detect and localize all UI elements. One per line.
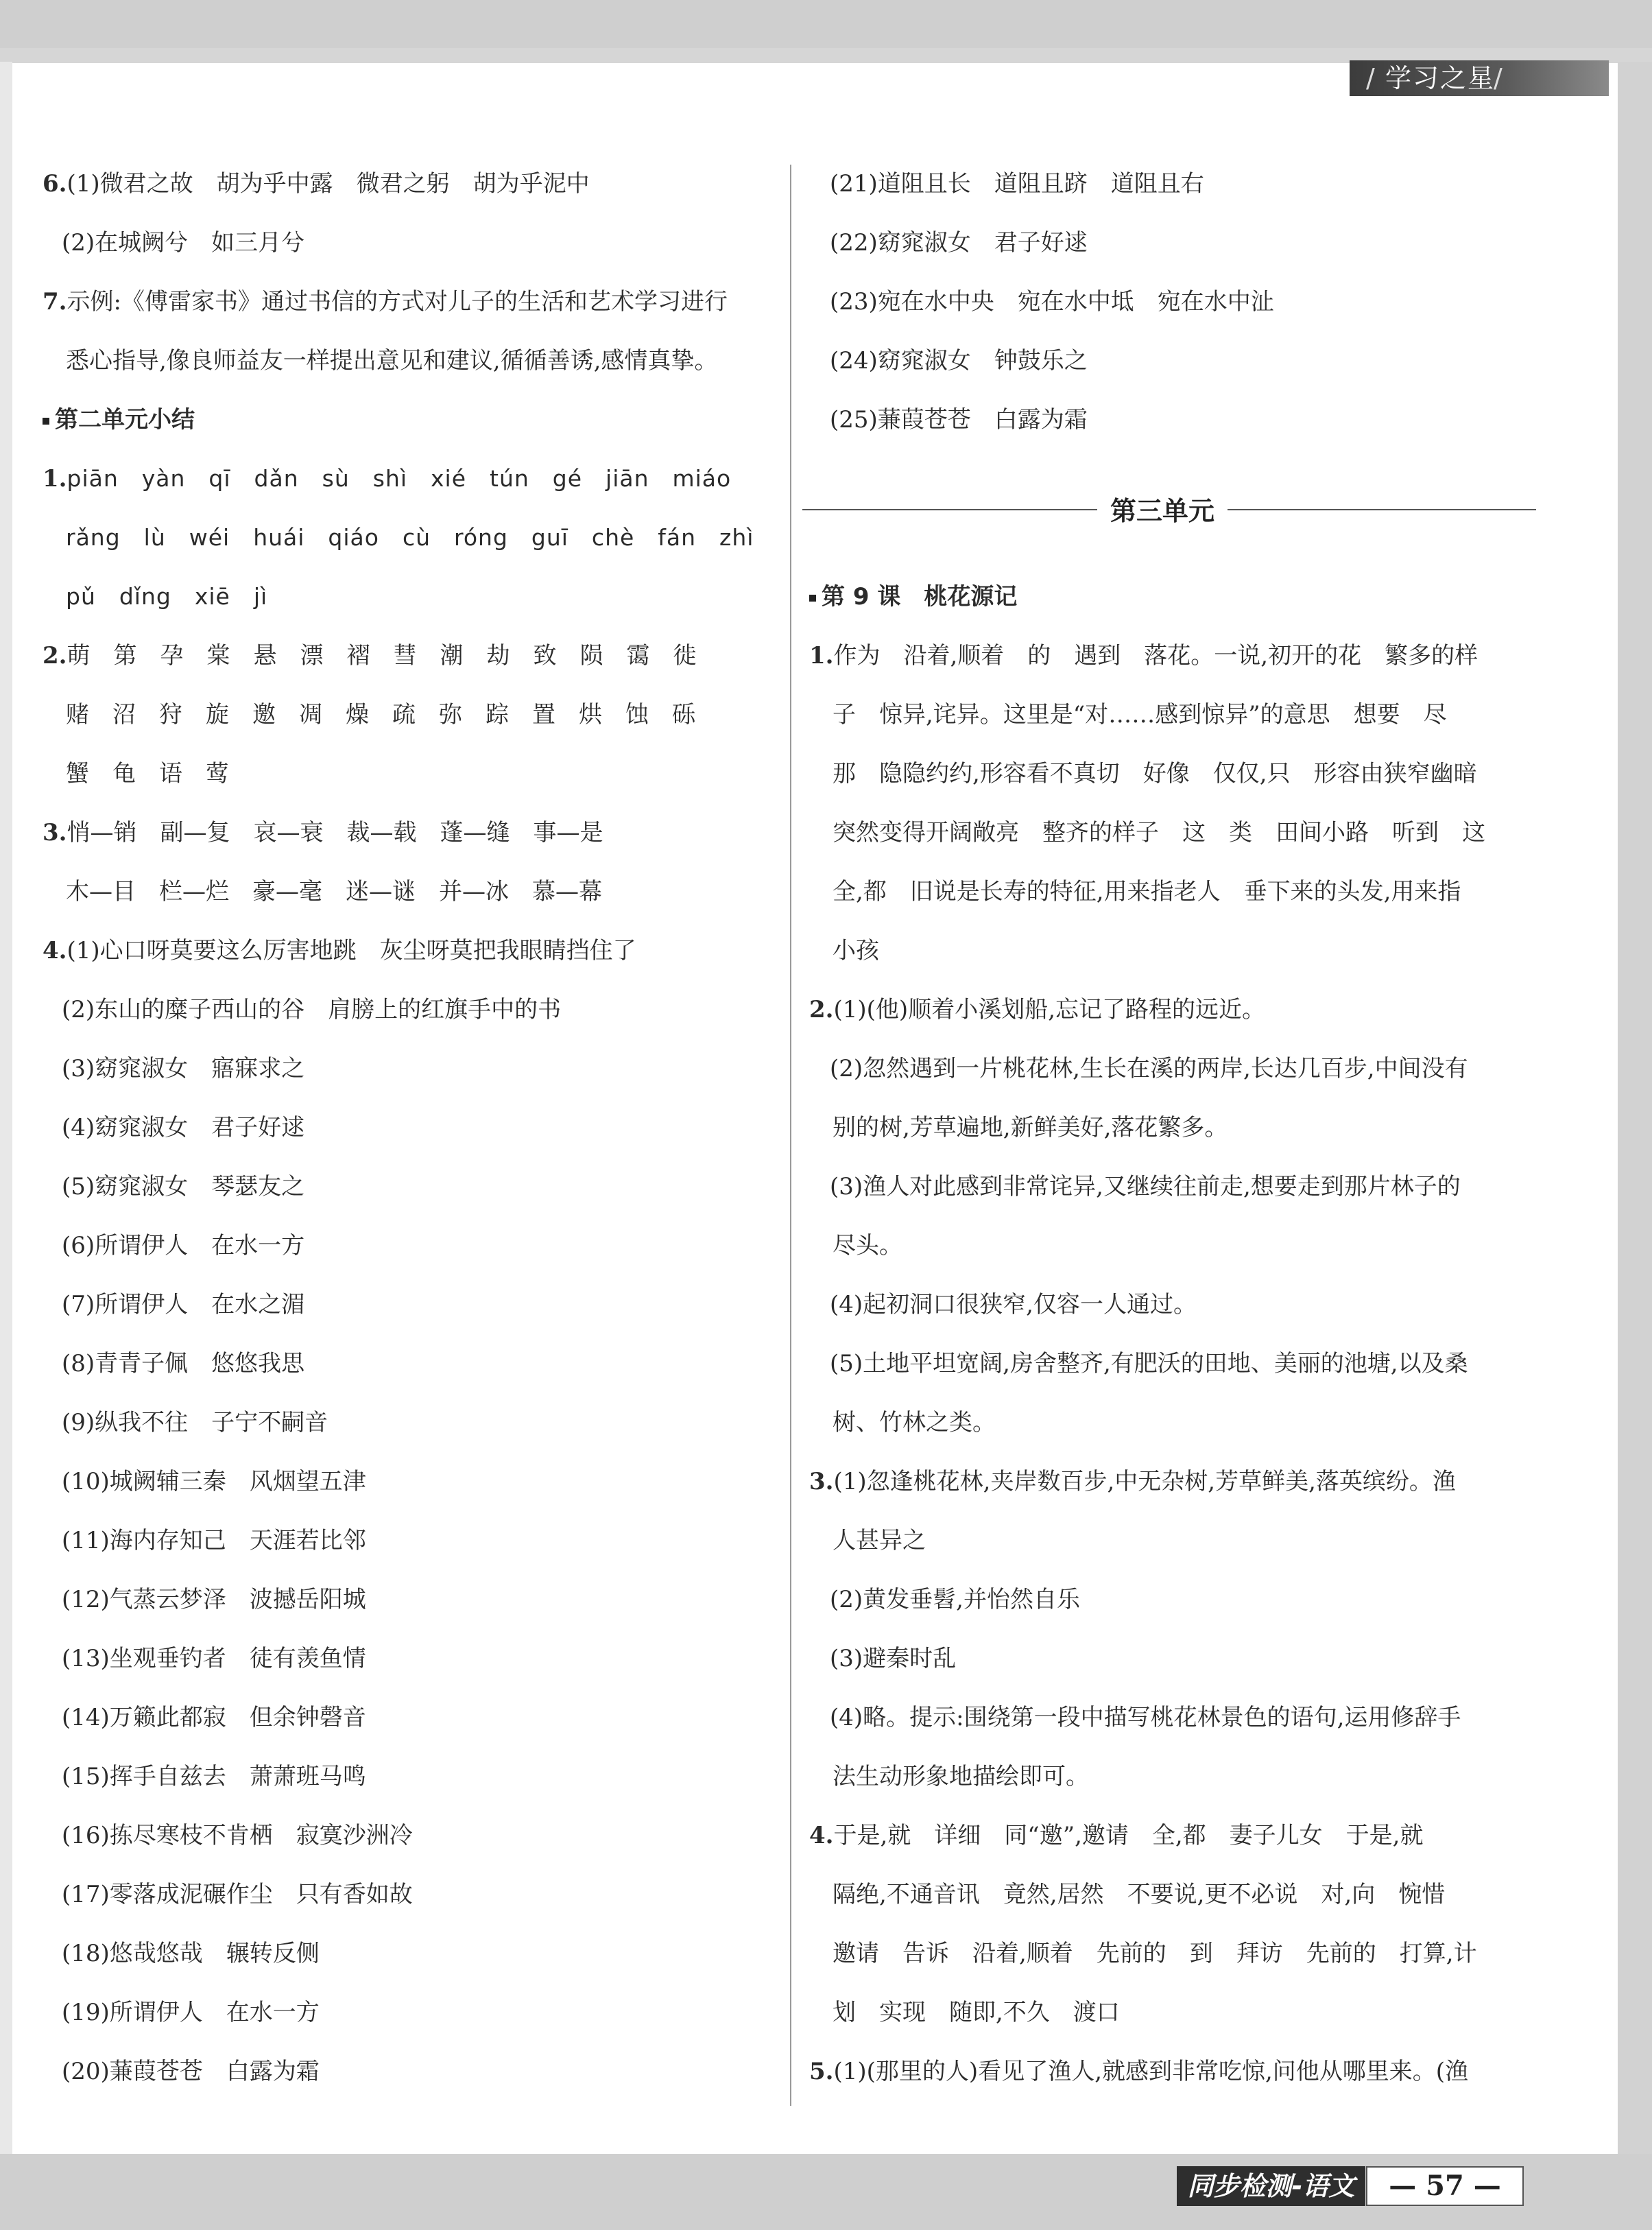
q4-item: (10)城阙辅三秦 风烟望五津 bbox=[62, 1468, 366, 1495]
q4-item: (5)窈窕淑女 琴瑟友之 bbox=[62, 1173, 305, 1200]
q4-item: (17)零落成泥碾作尘 只有香如故 bbox=[62, 1881, 413, 1908]
q4-item: (3)窈窕淑女 寤寐求之 bbox=[62, 1055, 305, 1082]
r-q4-line: 邀请 告诉 沿着,顺着 先前的 到 拜访 先前的 打算,计 bbox=[833, 1940, 1477, 1967]
r-q3-line: 法生动形象地描绘即可。 bbox=[833, 1763, 1089, 1790]
r-q3-line: (2)黄发垂髫,并怡然自乐 bbox=[830, 1586, 1080, 1613]
r-q2-line: (2)忽然遇到一片桃花林,生长在溪的两岸,长达几百步,中间没有 bbox=[830, 1055, 1468, 1082]
r-q2-line: 别的树,芳草遍地,新鲜美好,落花繁多。 bbox=[833, 1114, 1228, 1141]
q4-item: (7)所谓伊人 在水之湄 bbox=[62, 1291, 305, 1318]
left-edge bbox=[0, 62, 12, 2230]
q4-item: (20)蒹葭苍苍 白露为霜 bbox=[62, 2058, 320, 2085]
q4-item: (18)悠哉悠哉 辗转反侧 bbox=[62, 1940, 320, 1967]
r-q2-line: (5)土地平坦宽阔,房舍整齐,有肥沃的田地、美丽的池塘,以及桑 bbox=[830, 1350, 1468, 1377]
column-divider bbox=[790, 165, 791, 2106]
q1-line-1: 1.piān yàn qī dǎn sù shì xié tún gé jiān miáo bbox=[43, 465, 732, 493]
right-edge bbox=[1618, 62, 1652, 2230]
r-q3-line: (4)略。提示:围绕第一段中描写桃花林景色的语句,运用修辞手 bbox=[830, 1704, 1461, 1731]
q6-line-1: 6.(1)微君之故 胡为乎中露 微君之躬 胡为乎泥中 bbox=[43, 170, 590, 198]
q1-line-3: pǔ dǐng xiē jì bbox=[66, 583, 268, 610]
square-bullet-icon bbox=[43, 418, 49, 425]
q4-item: (12)气蒸云梦泽 波撼岳阳城 bbox=[62, 1586, 366, 1613]
lesson-heading: 第 9 课 桃花源记 bbox=[809, 582, 1017, 612]
q4-item: (14)万籁此都寂 但余钟磬音 bbox=[62, 1704, 366, 1731]
r-q4-line: 隔绝,不通音讯 竟然,居然 不要说,更不必说 对,向 惋惜 bbox=[833, 1881, 1446, 1908]
r-q1-line: 全,都 旧说是长寿的特征,用来指老人 垂下来的头发,用来指 bbox=[833, 878, 1461, 905]
q4-item: (13)坐观垂钓者 徒有羡鱼情 bbox=[62, 1645, 366, 1672]
rule-right bbox=[1228, 509, 1536, 510]
footer-tag: 同步检测-语文 bbox=[1177, 2166, 1365, 2206]
square-bullet-icon bbox=[809, 595, 816, 602]
r-q2-line: (4)起初洞口很狭窄,仅容一人通过。 bbox=[830, 1291, 1197, 1318]
cont-item: (25)蒹葭苍苍 白露为霜 bbox=[830, 406, 1088, 434]
r-q3-line: 人甚异之 bbox=[833, 1527, 926, 1554]
q2-line-2: 赌 沼 狩 旋 邀 凋 燥 疏 弥 踪 置 烘 蚀 砾 bbox=[66, 701, 695, 728]
r-q2-line: (3)渔人对此感到非常诧异,又继续往前走,想要走到那片林子的 bbox=[830, 1173, 1461, 1200]
top-bar bbox=[0, 0, 1652, 63]
cont-item: (21)道阻且长 道阻且跻 道阻且右 bbox=[830, 170, 1204, 198]
page-number: — 57 — bbox=[1366, 2166, 1524, 2206]
r-q1-line: 那 隐隐约约,形容看不真切 好像 仅仅,只 形容由狭窄幽暗 bbox=[833, 760, 1477, 787]
r-q2-line-1: 2.(1)(他)顺着小溪划船,忘记了路程的远近。 bbox=[809, 996, 1265, 1023]
q1-line-2: rǎng lù wéi huái qiáo cù róng guī chè fán zhì bbox=[66, 524, 754, 551]
q4-item: (4)窈窕淑女 君子好逑 bbox=[62, 1114, 305, 1141]
q3-line-1: 3.悄—销 副—复 哀—衰 裁—载 蓬—缝 事—是 bbox=[43, 819, 603, 846]
q4-item: (6)所谓伊人 在水一方 bbox=[62, 1232, 305, 1259]
q4-item: (9)纵我不往 子宁不嗣音 bbox=[62, 1409, 328, 1436]
q7-line-1: 7.示例:《傅雷家书》通过书信的方式对儿子的生活和艺术学习进行 bbox=[43, 288, 728, 316]
r-q4-line: 划 实现 随即,不久 渡口 bbox=[833, 1999, 1120, 2026]
q4-item: (8)青青子佩 悠悠我思 bbox=[62, 1350, 305, 1377]
q4-item: (16)拣尽寒枝不肯栖 寂寞沙洲冷 bbox=[62, 1822, 413, 1849]
q3-line-2: 木—目 栏—烂 豪—毫 迷—谜 并—冰 慕—幕 bbox=[66, 878, 602, 905]
r-q2-line: 树、竹林之类。 bbox=[833, 1409, 996, 1436]
q4-line-1: 4.(1)心口呀莫要这么厉害地跳 灰尘呀莫把我眼睛挡住了 bbox=[43, 937, 636, 964]
cont-item: (23)宛在水中央 宛在水中坻 宛在水中沚 bbox=[830, 288, 1274, 316]
r-q2-line: 尽头。 bbox=[833, 1232, 902, 1259]
r-q1-line: 子 惊异,诧异。这里是“对……感到惊异”的意思 想要 尽 bbox=[833, 701, 1447, 728]
cont-item: (22)窈窕淑女 君子好逑 bbox=[830, 229, 1088, 257]
cont-item: (24)窈窕淑女 钟鼓乐之 bbox=[830, 347, 1088, 375]
q2-line-3: 蟹 龟 语 莺 bbox=[66, 760, 229, 787]
r-q5-line-1: 5.(1)(那里的人)看见了渔人,就感到非常吃惊,问他从哪里来。(渔 bbox=[809, 2058, 1469, 2085]
section-heading: 第二单元小结 bbox=[43, 405, 195, 435]
unit-title-text: 第三单元 bbox=[1110, 496, 1214, 526]
unit-title bbox=[802, 488, 1536, 527]
q4-item: (19)所谓伊人 在水一方 bbox=[62, 1999, 320, 2026]
q7-line-2: 悉心指导,像良师益友一样提出意见和建议,循循善诱,感情真挚。 bbox=[66, 347, 718, 375]
r-q4-line-1: 4.于是,就 详细 同“邀”,邀请 全,都 妻子儿女 于是,就 bbox=[809, 1822, 1424, 1849]
r-q1-line-1: 1.作为 沿着,顺着 的 遇到 落花。一说,初开的花 繁多的样 bbox=[809, 642, 1479, 669]
r-q3-line-1: 3.(1)忽逢桃花林,夹岸数百步,中无杂树,芳草鲜美,落英缤纷。渔 bbox=[809, 1468, 1456, 1495]
rule-left bbox=[802, 509, 1097, 510]
q4-item: (11)海内存知己 天涯若比邻 bbox=[62, 1527, 366, 1554]
r-q1-line: 小孩 bbox=[833, 937, 879, 964]
brand-tag: / 学习之星 / bbox=[1350, 60, 1609, 96]
r-q3-line: (3)避秦时乱 bbox=[830, 1645, 957, 1672]
q4-item: (2)东山的糜子西山的谷 肩膀上的红旗手中的书 bbox=[62, 996, 562, 1023]
q2-line-1: 2.萌 第 孕 棠 悬 漂 褶 彗 潮 劫 致 陨 霭 徙 bbox=[43, 642, 697, 669]
q6-line-2: (2)在城阙兮 如三月兮 bbox=[62, 229, 305, 257]
q4-item: (15)挥手自兹去 萧萧班马鸣 bbox=[62, 1763, 366, 1790]
r-q1-line: 突然变得开阔敞亮 整齐的样子 这 类 田间小路 听到 这 bbox=[833, 819, 1485, 846]
